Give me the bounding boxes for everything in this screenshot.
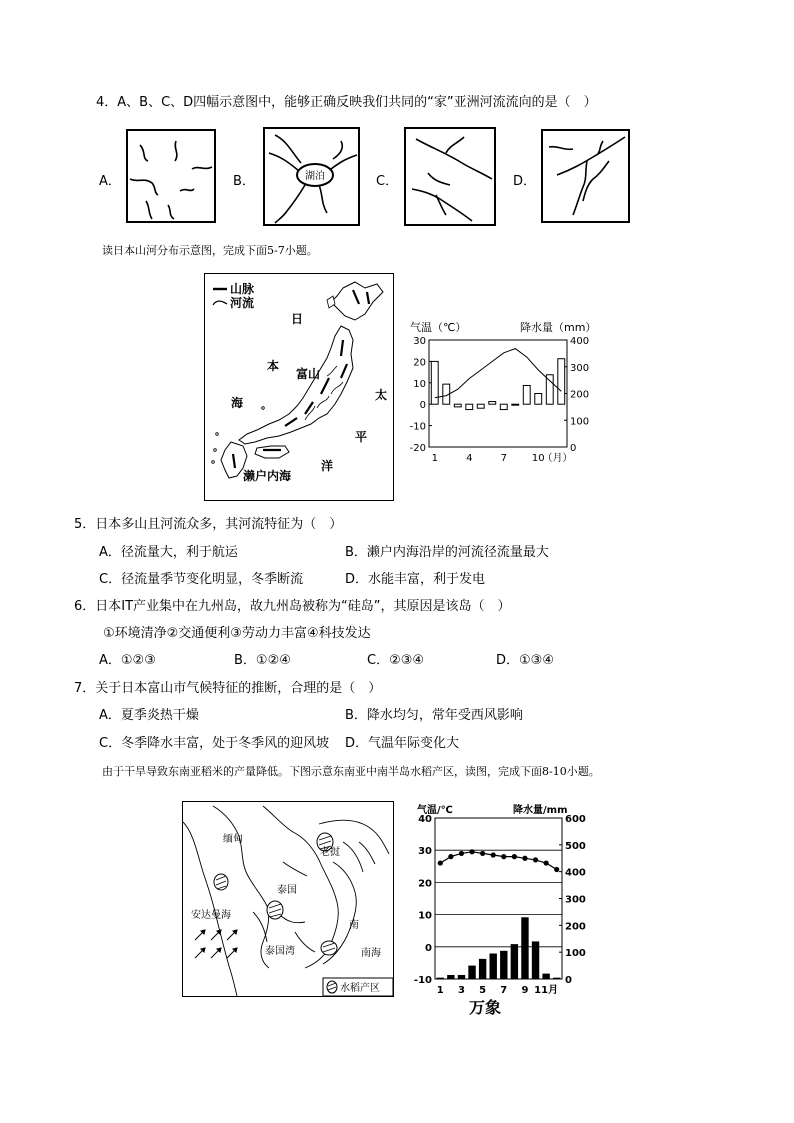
chart1-precip-bar xyxy=(466,404,473,409)
q6-option-d[interactable]: D．①③④ xyxy=(496,653,554,668)
label-ri: 日 xyxy=(291,312,304,326)
q6-option-c[interactable]: C．②③④ xyxy=(367,653,425,668)
chart2-temp-point xyxy=(554,867,559,872)
chart1-ytick-right-label: 0 xyxy=(570,443,577,454)
chart1-xtick-label: 7 xyxy=(500,453,507,464)
climate-chart-vientiane xyxy=(405,800,600,1025)
chart2-temp-point xyxy=(438,860,443,865)
chart2-temp-point xyxy=(469,849,474,854)
chart2-precip-bar xyxy=(500,951,507,979)
q5-option-d[interactable]: D．水能丰富，利于发电 xyxy=(345,572,486,587)
river-legend-icon xyxy=(213,301,227,305)
chart2-precip-bar xyxy=(479,959,486,979)
intro-sea: 由于干旱导致东南亚稻米的产量降低。下图示意东南亚中南半岛水稻产区，读图，完成下面8-10小题。 xyxy=(102,765,600,778)
chart1-precip-bar xyxy=(535,394,542,405)
label-andaman: 安达曼海 xyxy=(191,910,231,921)
chart1-ytick-left-label: 0 xyxy=(419,400,426,412)
chart2-precip-bar xyxy=(490,954,497,979)
chart2-ytick-right-label: 400 xyxy=(565,867,586,879)
chart2-ytick-left-label: 10 xyxy=(418,910,432,922)
chart2-temp-point xyxy=(512,854,517,859)
chart2-ytick-right-label: 500 xyxy=(565,840,586,852)
q4-stem: 4．A、B、C、D四幅示意图中，能够正确反映我们共同的“家”亚洲河流流向的是（ ） xyxy=(96,95,597,110)
q7-stem: 7．关于日本富山市气候特征的推断，合理的是（ ） xyxy=(74,681,382,696)
chart2-precip-bar xyxy=(447,975,454,979)
chart2-ytick-right-label: 300 xyxy=(565,894,586,906)
chart2-ytick-left-label: 40 xyxy=(418,814,432,825)
q7-option-c[interactable]: C．冬季降水丰富，处于冬季风的迎风坡 xyxy=(99,736,330,751)
chart2-xtick-label: 9 xyxy=(521,985,529,996)
chart1-ytick-right-label: 200 xyxy=(570,389,590,401)
q7-option-b[interactable]: B．降水均匀，常年受西风影响 xyxy=(345,708,523,723)
q6-option-a[interactable]: A．①②③ xyxy=(99,653,156,668)
label-ping: 平 xyxy=(355,430,368,444)
chart1-xtick-label: 1 xyxy=(431,453,438,464)
label-hai: 海 xyxy=(231,396,244,410)
q4-option-b-label: B． xyxy=(233,174,255,189)
q6-items: ①环境清净②交通便利③劳动力丰富④科技发达 xyxy=(103,626,371,641)
chart2-ytick-left-label: -10 xyxy=(413,975,432,986)
lake-label: 湖泊 xyxy=(305,171,325,182)
chart2-ytick-right-label: 100 xyxy=(565,948,586,960)
chart2-precip-bar xyxy=(511,944,518,979)
chart1-ytick-left-label: 10 xyxy=(413,378,426,390)
label-thailand: 泰国 xyxy=(277,885,297,896)
chart2-temp-point xyxy=(533,857,538,862)
q4-option-c-label: C． xyxy=(376,174,399,189)
chart2-ytick-left-label: 20 xyxy=(418,878,432,890)
chart1-temp-line xyxy=(435,349,562,398)
chart2-temp-point xyxy=(491,852,496,857)
chart2-ytick-right-label: 600 xyxy=(565,814,586,825)
chart1-ytick-left-label: -10 xyxy=(409,421,426,433)
q5-stem: 5．日本多山且河流众多，其河流特征为（ ） xyxy=(74,517,343,532)
chart2-xtick-label: 3 xyxy=(457,985,465,996)
chart2-left-title: 气温/℃ xyxy=(417,805,453,816)
legend-rice: 水稻产区 xyxy=(340,983,380,994)
chart2-precip-bar xyxy=(553,978,560,979)
chart2-temp-line xyxy=(440,852,556,870)
chart2-precip-bar xyxy=(542,974,549,979)
chart2-ytick-left-label: 0 xyxy=(425,942,432,954)
japan-map xyxy=(204,273,394,501)
label-tai: 太 xyxy=(375,388,388,402)
label-nan: 南 xyxy=(349,920,359,931)
chart1-ytick-left-label: 20 xyxy=(413,357,426,369)
chart2-xtick-label: 5 xyxy=(479,985,487,996)
chart2-temp-point xyxy=(480,851,485,856)
chart1-right-title: 降水量（mm） xyxy=(520,321,595,334)
label-toyama: 富山 xyxy=(296,367,321,381)
legend-mountain: 山脉 xyxy=(230,282,255,296)
chart1-xtick-label: 4 xyxy=(466,453,473,464)
chart2-ytick-right-label: 200 xyxy=(565,921,586,933)
intro-japan: 读日本山河分布示意图，完成下面5-7小题。 xyxy=(102,244,318,257)
q4-option-d-label: D． xyxy=(513,174,537,189)
chart1-precip-bar xyxy=(500,404,507,409)
chart2-temp-point xyxy=(448,854,453,859)
chart1-precip-bar xyxy=(489,402,496,405)
label-myanmar: 缅甸 xyxy=(223,834,243,845)
q4-map-d xyxy=(541,129,630,223)
chart1-ytick-right-label: 100 xyxy=(570,416,590,428)
climate-chart-toyama xyxy=(400,315,595,470)
chart2-precip-bar xyxy=(468,966,475,979)
chart2-temp-point xyxy=(522,856,527,861)
chart1-xtick-unit: （月） xyxy=(542,453,573,464)
chart2-xtick-label: 11月 xyxy=(534,985,559,996)
q7-option-a[interactable]: A．夏季炎热干燥 xyxy=(99,708,199,723)
q4-map-a xyxy=(126,129,216,223)
chart2-temp-point xyxy=(459,851,464,856)
chart1-ytick-right-label: 300 xyxy=(570,362,590,374)
chart2-xtick-label: 7 xyxy=(500,985,508,996)
q5-option-a[interactable]: A．径流量大，利于航运 xyxy=(99,545,238,560)
chart1-left-title: 气温（℃） xyxy=(410,321,467,334)
chart2-precip-bar xyxy=(521,917,528,979)
chart1-precip-bar xyxy=(523,385,530,404)
label-ben: 本 xyxy=(267,359,280,373)
chart2-temp-point xyxy=(501,854,506,859)
chart1-precip-bar xyxy=(454,404,461,407)
chart2-precip-bar xyxy=(437,978,444,979)
chart2-precip-bar xyxy=(458,975,465,979)
q6-option-b[interactable]: B．①②④ xyxy=(234,653,291,668)
sea-map xyxy=(182,801,394,997)
chart2-right-title: 降水量/mm xyxy=(513,805,568,816)
chart2-ytick-left-label: 30 xyxy=(418,846,432,858)
chart1-precip-bar xyxy=(546,375,553,404)
chart1-ytick-right-label: 400 xyxy=(570,336,590,347)
label-laos: 老挝 xyxy=(320,847,340,858)
label-seto: 濑户内海 xyxy=(243,469,292,483)
chart1-precip-bar xyxy=(558,359,565,404)
chart2-temp-point xyxy=(544,860,549,865)
chart1-precip-bar xyxy=(477,404,484,408)
q4-map-c xyxy=(404,127,496,226)
chart2-xtick-label: 1 xyxy=(436,985,444,996)
chart2-precip-bar xyxy=(532,941,539,979)
chart1-ytick-left-label: 30 xyxy=(413,336,426,347)
legend-river: 河流 xyxy=(230,296,255,310)
q6-stem: 6．日本IT产业集中在九州岛，故九州岛被称为“硅岛”，其原因是该岛（ ） xyxy=(74,599,511,614)
q4-map-b xyxy=(263,127,360,226)
chart1-xtick-label: 10 xyxy=(531,453,545,464)
q7-option-d[interactable]: D．气温年际变化大 xyxy=(345,736,460,751)
chart1-ytick-left-label: -20 xyxy=(409,443,426,454)
label-yang: 洋 xyxy=(321,459,334,473)
chart1-precip-bar xyxy=(512,404,519,405)
q4-option-a-label: A． xyxy=(99,174,121,189)
chart2-ytick-right-label: 0 xyxy=(565,975,572,986)
label-south-sea: 南海 xyxy=(361,948,381,959)
q5-option-b[interactable]: B．濑户内海沿岸的河流径流量最大 xyxy=(345,545,549,560)
label-gulf-thailand: 泰国湾 xyxy=(265,946,295,957)
q5-option-c[interactable]: C．径流量季节变化明显，冬季断流 xyxy=(99,572,304,587)
chart2-city-label: 万象 xyxy=(468,998,502,1017)
